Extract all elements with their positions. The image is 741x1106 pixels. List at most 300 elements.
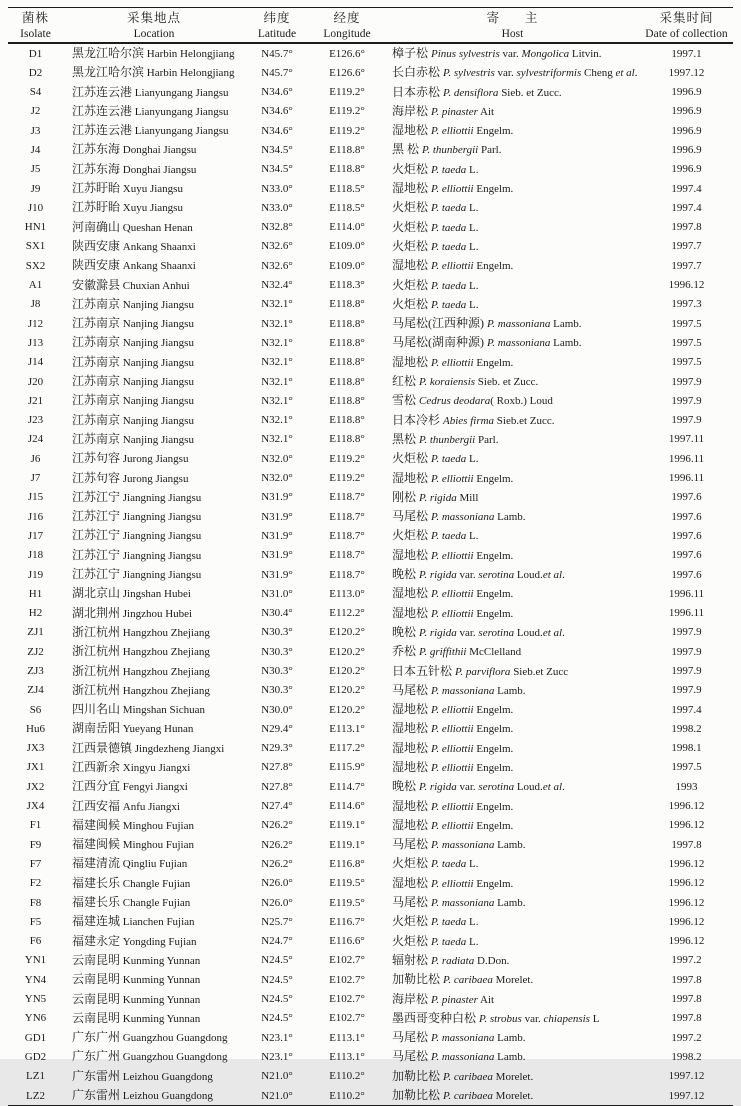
location-cell	[63, 218, 245, 237]
host-latin-name: Mongolica	[521, 48, 570, 60]
location-english: Lianyungang Jiangsu	[132, 86, 229, 99]
table-row	[8, 276, 733, 295]
location-english: Nanjing Jiangsu	[120, 433, 194, 446]
isolate-id: YN6	[24, 1012, 47, 1025]
latitude-cell: N31.9°	[261, 510, 293, 523]
host-text: 火炬松	[392, 528, 432, 543]
location-chinese: 广东雷州	[72, 1088, 121, 1103]
host-latin-name: P. massoniana	[431, 511, 495, 524]
date-cell: 1996.12	[668, 279, 705, 292]
host-text: 火炬松	[392, 451, 432, 466]
host-cell	[385, 816, 640, 835]
date-cell: 1997.6	[671, 491, 702, 504]
date-cell: 1996.12	[668, 915, 705, 928]
isolate-id: J15	[27, 491, 44, 504]
host-text: Engelm.	[473, 742, 514, 755]
location-english: Xingyu Jiangxi	[120, 761, 191, 774]
location-english: Mingshan Sichuan	[120, 704, 205, 717]
longitude-cell: E114.7°	[329, 780, 365, 793]
host-latin-name: et al	[615, 67, 635, 80]
host-text: 火炬松	[392, 200, 432, 215]
host-text: 墨西哥变种白松	[392, 1010, 480, 1025]
table-row	[8, 83, 733, 102]
location-cell	[63, 140, 245, 159]
location-chinese: 江苏连云港	[72, 84, 133, 99]
date-cell: 1996.9	[671, 163, 702, 176]
host-text: .	[634, 67, 638, 80]
host-latin-name: P. taeda	[431, 916, 467, 929]
longitude-cell: E110.2°	[329, 1070, 365, 1083]
host-text: 火炬松	[392, 238, 432, 253]
latitude-cell: N32.1°	[261, 433, 293, 446]
host-text: Lamb.	[494, 1032, 526, 1045]
location-chinese: 黑龙江哈尔滨	[72, 46, 145, 60]
latitude-cell: N32.8°	[261, 221, 293, 234]
latitude-cell: N26.2°	[261, 838, 293, 851]
host-cell	[385, 623, 640, 642]
host-text: 刚松	[392, 489, 420, 504]
location-english: Jiangning Jiangsu	[120, 491, 202, 504]
location-cell	[63, 797, 245, 816]
host-text: Engelm.	[473, 723, 514, 736]
location-english: Yueyang Hunan	[120, 723, 194, 736]
host-latin-name: P. massoniana	[431, 897, 495, 910]
location-english: Jingdezheng Jiangxi	[132, 742, 225, 755]
location-chinese: 浙江杭州	[72, 644, 121, 659]
longitude-cell: E126.6°	[329, 47, 365, 60]
longitude-cell: E118.8°	[329, 317, 365, 330]
host-text: 湿地松	[392, 759, 432, 774]
location-chinese: 江苏江宁	[72, 509, 121, 524]
location-english: Guangzhou Guangdong	[120, 1051, 228, 1064]
longitude-cell: E109.0°	[329, 259, 365, 272]
host-cell	[385, 391, 640, 410]
host-text: Engelm.	[473, 877, 514, 890]
col-header-isolate-en: Isolate	[20, 28, 51, 40]
host-latin-name: P. massoniana	[487, 337, 551, 350]
isolate-id: F7	[29, 857, 42, 870]
host-cell	[385, 777, 640, 796]
location-english: Donghai Jiangsu	[120, 144, 197, 157]
longitude-cell: E109.0°	[329, 240, 365, 253]
location-cell	[63, 777, 245, 796]
longitude-cell: E113.1°	[329, 1031, 365, 1044]
latitude-cell: N32.0°	[261, 472, 293, 485]
date-cell: 1997.12	[668, 1070, 705, 1083]
host-latin-name: P. elliottii	[431, 761, 474, 774]
location-chinese: 江西新余	[72, 759, 121, 774]
host-latin-name: et al	[542, 569, 563, 582]
host-text: 火炬松	[392, 856, 432, 871]
host-latin-name: P. taeda	[431, 298, 467, 311]
date-cell: 1997.9	[671, 684, 702, 697]
longitude-cell: E118.8°	[329, 298, 365, 311]
host-text: L.	[466, 858, 479, 871]
host-latin-name: P. elliottii	[431, 607, 474, 620]
location-english: Qingliu Fujian	[120, 858, 188, 871]
host-latin-name: P. rigida	[419, 491, 457, 504]
table-row	[8, 411, 733, 430]
host-text: var.	[499, 48, 522, 60]
location-english: Guangzhou Guangdong	[120, 1032, 228, 1045]
date-cell: 1997.2	[671, 954, 702, 967]
host-text: Engelm.	[473, 260, 514, 273]
host-latin-name: P. caribaea	[443, 1070, 493, 1083]
location-cell	[63, 893, 245, 912]
isolate-id: S4	[29, 86, 42, 99]
location-cell	[63, 1028, 245, 1047]
longitude-cell: E118.7°	[329, 529, 365, 542]
host-latin-name: P. rigida	[419, 781, 457, 794]
location-cell	[63, 739, 245, 758]
isolate-id: J21	[27, 394, 44, 407]
host-latin-name: P. pinaster	[431, 993, 478, 1006]
host-text: 马尾松	[392, 1049, 432, 1064]
date-cell: 1996.12	[668, 819, 705, 832]
location-cell	[63, 102, 245, 121]
isolate-id: J19	[27, 568, 44, 581]
latitude-cell: N32.1°	[261, 336, 293, 349]
date-cell: 1998.2	[671, 722, 702, 735]
host-latin-name: P. elliottii	[431, 183, 474, 196]
host-text: Lamb.	[550, 318, 582, 331]
longitude-cell: E118.8°	[329, 375, 365, 388]
location-english: Harbin Helongjiang	[144, 67, 235, 80]
latitude-cell: N30.3°	[261, 645, 293, 658]
isolate-id: JX1	[26, 761, 45, 774]
latitude-cell: N32.4°	[261, 279, 293, 292]
location-chinese: 湖北京山	[72, 586, 121, 601]
host-text: Mill	[456, 491, 479, 504]
date-cell: 1997.8	[671, 838, 702, 851]
location-chinese: 江苏南京	[72, 296, 121, 311]
isolate-id: H1	[28, 587, 43, 600]
latitude-cell: N34.5°	[261, 143, 293, 156]
location-cell	[63, 295, 245, 314]
location-cell	[63, 565, 245, 584]
latitude-cell: N24.5°	[261, 973, 293, 986]
location-chinese: 云南昆明	[72, 991, 121, 1006]
location-cell	[63, 912, 245, 931]
latitude-cell: N32.1°	[261, 356, 293, 369]
host-latin-name: P. taeda	[431, 453, 467, 466]
location-chinese: 江苏连云港	[72, 123, 133, 138]
date-cell: 1996.12	[668, 800, 705, 813]
latitude-cell: N26.2°	[261, 857, 293, 870]
col-header-latitude-en: Latitude	[257, 28, 297, 40]
location-cell	[63, 179, 245, 198]
host-text: Sieb.et Zucc.	[494, 414, 555, 427]
host-text: L.	[466, 530, 479, 543]
isolate-id: A1	[28, 279, 43, 292]
host-latin-name: P. massoniana	[431, 1032, 495, 1045]
location-chinese: 江西安福	[72, 798, 121, 813]
table-row	[8, 488, 733, 507]
col-header-latitude-cn: 纬度	[263, 11, 291, 25]
longitude-cell: E102.7°	[329, 954, 365, 967]
latitude-cell: N21.0°	[261, 1070, 293, 1083]
location-english: Jiangning Jiangsu	[120, 569, 202, 582]
date-cell: 1996.12	[668, 935, 705, 948]
host-cell	[385, 488, 640, 507]
table-row	[8, 604, 733, 623]
longitude-cell: E118.8°	[329, 394, 365, 407]
longitude-cell: E116.7°	[329, 915, 365, 928]
host-text: Engelm.	[473, 819, 514, 832]
date-cell: 1997.8	[671, 993, 702, 1006]
host-text: L.	[466, 935, 479, 948]
location-chinese: 云南昆明	[72, 972, 121, 987]
location-cell	[63, 488, 245, 507]
host-text: 火炬松	[392, 277, 432, 292]
host-text: L.	[466, 298, 479, 311]
host-latin-name: P. elliottii	[431, 704, 474, 717]
longitude-cell: E102.7°	[329, 1012, 365, 1025]
host-text: 加勒比松	[392, 972, 444, 987]
table-row	[8, 797, 733, 816]
table-row	[8, 990, 733, 1009]
table-row	[8, 256, 733, 275]
date-cell: 1996.11	[668, 587, 705, 600]
isolate-id: F9	[29, 838, 42, 851]
host-latin-name: P. caribaea	[443, 1090, 493, 1103]
host-cell	[385, 758, 640, 777]
table-row	[8, 314, 733, 333]
latitude-cell: N31.9°	[261, 568, 293, 581]
location-chinese: 浙江杭州	[72, 682, 121, 697]
host-cell	[385, 218, 640, 237]
col-header-longitude-en: Longitude	[323, 28, 371, 40]
host-cell	[385, 932, 640, 951]
table-row	[8, 43, 733, 63]
location-cell	[63, 256, 245, 275]
latitude-cell: N32.6°	[261, 240, 293, 253]
latitude-cell: N23.1°	[261, 1031, 293, 1044]
host-latin-name: P. elliottii	[431, 819, 474, 832]
host-cell	[385, 854, 640, 873]
host-text: Engelm.	[473, 607, 514, 620]
host-text: Cheng	[581, 67, 616, 80]
latitude-cell: N23.1°	[261, 1050, 293, 1063]
location-cell	[63, 353, 245, 372]
table-row	[8, 218, 733, 237]
location-cell	[63, 662, 245, 681]
location-cell	[63, 526, 245, 545]
host-text: Sieb.et Zucc	[510, 665, 569, 678]
latitude-cell: N31.9°	[261, 491, 293, 504]
host-latin-name: P. koraiensis	[419, 376, 476, 389]
longitude-cell: E102.7°	[329, 993, 365, 1006]
latitude-cell: N31.9°	[261, 529, 293, 542]
location-english: Lianchen Fujian	[120, 916, 195, 929]
location-chinese: 江苏句容	[72, 470, 121, 485]
host-cell	[385, 662, 640, 681]
table-row	[8, 835, 733, 854]
isolate-id: F6	[29, 935, 42, 948]
location-chinese: 福建长乐	[72, 895, 121, 910]
isolate-id: ZJ4	[27, 684, 44, 697]
table-row	[8, 854, 733, 873]
latitude-cell: N29.3°	[261, 742, 293, 755]
host-latin-name: Pinus sylvestris	[431, 48, 500, 60]
host-text: 火炬松	[392, 219, 432, 234]
longitude-cell: E119.2°	[329, 452, 365, 465]
location-cell	[63, 391, 245, 410]
table-row	[8, 546, 733, 565]
location-chinese: 陕西安康	[72, 238, 121, 253]
host-latin-name: P. taeda	[431, 858, 467, 871]
location-english: Minghou Fujian	[120, 819, 194, 832]
table-row	[8, 1086, 733, 1106]
isolate-id: D1	[28, 47, 43, 60]
latitude-cell: N24.5°	[261, 993, 293, 1006]
longitude-cell: E114.6°	[329, 800, 365, 813]
latitude-cell: N30.3°	[261, 626, 293, 639]
longitude-cell: E118.7°	[329, 568, 365, 581]
longitude-cell: E112.2°	[329, 607, 365, 620]
table-row	[8, 758, 733, 777]
isolate-id: J20	[27, 375, 44, 388]
location-cell	[63, 854, 245, 873]
table-row	[8, 893, 733, 912]
isolate-id: J4	[30, 143, 41, 156]
longitude-cell: E118.8°	[329, 414, 365, 427]
isolate-id: JX4	[26, 800, 45, 813]
host-latin-name: P. taeda	[431, 240, 467, 253]
col-header-longitude-cn: 经度	[333, 11, 361, 25]
host-cell	[385, 526, 640, 545]
location-chinese: 福建闽候	[72, 837, 121, 852]
host-cell	[385, 102, 640, 121]
date-cell: 1996.12	[668, 857, 705, 870]
table-row	[8, 739, 733, 758]
host-text: Engelm.	[473, 800, 514, 813]
host-cell	[385, 276, 640, 295]
host-latin-name: et al	[542, 781, 563, 794]
location-cell	[63, 700, 245, 719]
host-latin-name: serotina	[478, 781, 515, 794]
date-cell: 1993	[675, 780, 698, 793]
latitude-cell: N32.1°	[261, 375, 293, 388]
host-text: Engelm.	[473, 183, 514, 196]
host-text: Lamb.	[494, 511, 526, 524]
date-cell: 1997.9	[671, 645, 702, 658]
host-latin-name: P. taeda	[431, 279, 467, 292]
location-cell	[63, 681, 245, 700]
location-english: Hangzhou Zhejiang	[120, 626, 210, 639]
date-cell: 1997.2	[671, 1031, 702, 1044]
host-text: var.	[521, 1012, 544, 1025]
location-chinese: 江苏句容	[72, 451, 121, 466]
host-text: 晚松	[392, 567, 420, 582]
location-english: Hangzhou Zhejiang	[120, 684, 210, 697]
host-cell	[385, 121, 640, 140]
host-cell	[385, 469, 640, 488]
host-text: 雪松	[392, 393, 420, 408]
isolate-id: J8	[30, 298, 41, 311]
isolate-id: J13	[27, 336, 44, 349]
location-english: Queshan Henan	[120, 221, 193, 234]
host-text: 黑松	[392, 431, 420, 446]
latitude-cell: N34.6°	[261, 86, 293, 99]
host-text: 湿地松	[392, 740, 432, 755]
host-latin-name: P. strobus	[479, 1012, 522, 1025]
longitude-cell: E120.2°	[329, 703, 365, 716]
host-cell	[385, 912, 640, 931]
location-cell	[63, 874, 245, 893]
location-english: Nanjing Jiangsu	[120, 318, 194, 331]
longitude-cell: E118.7°	[329, 549, 365, 562]
date-cell: 1996.9	[671, 143, 702, 156]
location-english: Jingzhou Hubei	[120, 607, 193, 620]
location-chinese: 江苏江宁	[72, 547, 121, 562]
location-english: Nanjing Jiangsu	[120, 298, 194, 311]
date-cell: 1998.1	[671, 742, 702, 755]
host-text: L.	[466, 240, 479, 253]
location-chinese: 江苏南京	[72, 374, 121, 389]
host-cell	[385, 951, 640, 970]
host-latin-name: P. elliottii	[431, 356, 474, 369]
longitude-cell: E116.6°	[329, 935, 365, 948]
host-text: 长白赤松	[392, 65, 444, 80]
host-cell	[385, 835, 640, 854]
host-text: var.	[494, 67, 517, 80]
location-cell	[63, 546, 245, 565]
date-cell: 1997.5	[671, 761, 702, 774]
host-cell	[385, 179, 640, 198]
latitude-cell: N34.6°	[261, 105, 293, 118]
host-text: L.	[466, 202, 479, 215]
isolate-id: J24	[27, 433, 44, 446]
location-english: Jurong Jiangsu	[120, 472, 189, 485]
host-text: Lamb.	[494, 684, 526, 697]
longitude-cell: E118.7°	[329, 510, 365, 523]
location-english: Xuyu Jiangsu	[120, 183, 183, 196]
longitude-cell: E113.0°	[329, 587, 365, 600]
longitude-cell: E118.8°	[329, 143, 365, 156]
table-row	[8, 102, 733, 121]
location-english: Lianyungang Jiangsu	[132, 125, 229, 138]
table-row	[8, 333, 733, 352]
location-chinese: 云南昆明	[72, 952, 121, 967]
date-cell: 1996.12	[668, 896, 705, 909]
table-row	[8, 430, 733, 449]
table-row	[8, 777, 733, 796]
date-cell: 1996.11	[668, 472, 705, 485]
location-cell	[63, 198, 245, 217]
host-cell	[385, 739, 640, 758]
host-text: Engelm.	[473, 472, 514, 485]
table-row	[8, 198, 733, 217]
host-cell	[385, 372, 640, 391]
location-english: Ankang Shaanxi	[120, 240, 196, 253]
longitude-cell: E118.5°	[329, 182, 365, 195]
isolate-id: LZ2	[26, 1089, 45, 1102]
host-latin-name: P. taeda	[431, 202, 467, 215]
host-latin-name: et al	[542, 626, 563, 639]
longitude-cell: E113.1°	[329, 722, 365, 735]
host-text: var.	[456, 781, 479, 794]
host-text: .	[562, 626, 565, 639]
latitude-cell: N26.0°	[261, 896, 293, 909]
host-cell	[385, 874, 640, 893]
location-chinese: 湖南岳阳	[72, 721, 121, 736]
location-chinese: 江苏东海	[72, 161, 121, 176]
latitude-cell: N30.3°	[261, 684, 293, 697]
location-chinese: 江苏盱眙	[72, 181, 121, 196]
longitude-cell: E126.6°	[329, 66, 365, 79]
location-cell	[63, 623, 245, 642]
